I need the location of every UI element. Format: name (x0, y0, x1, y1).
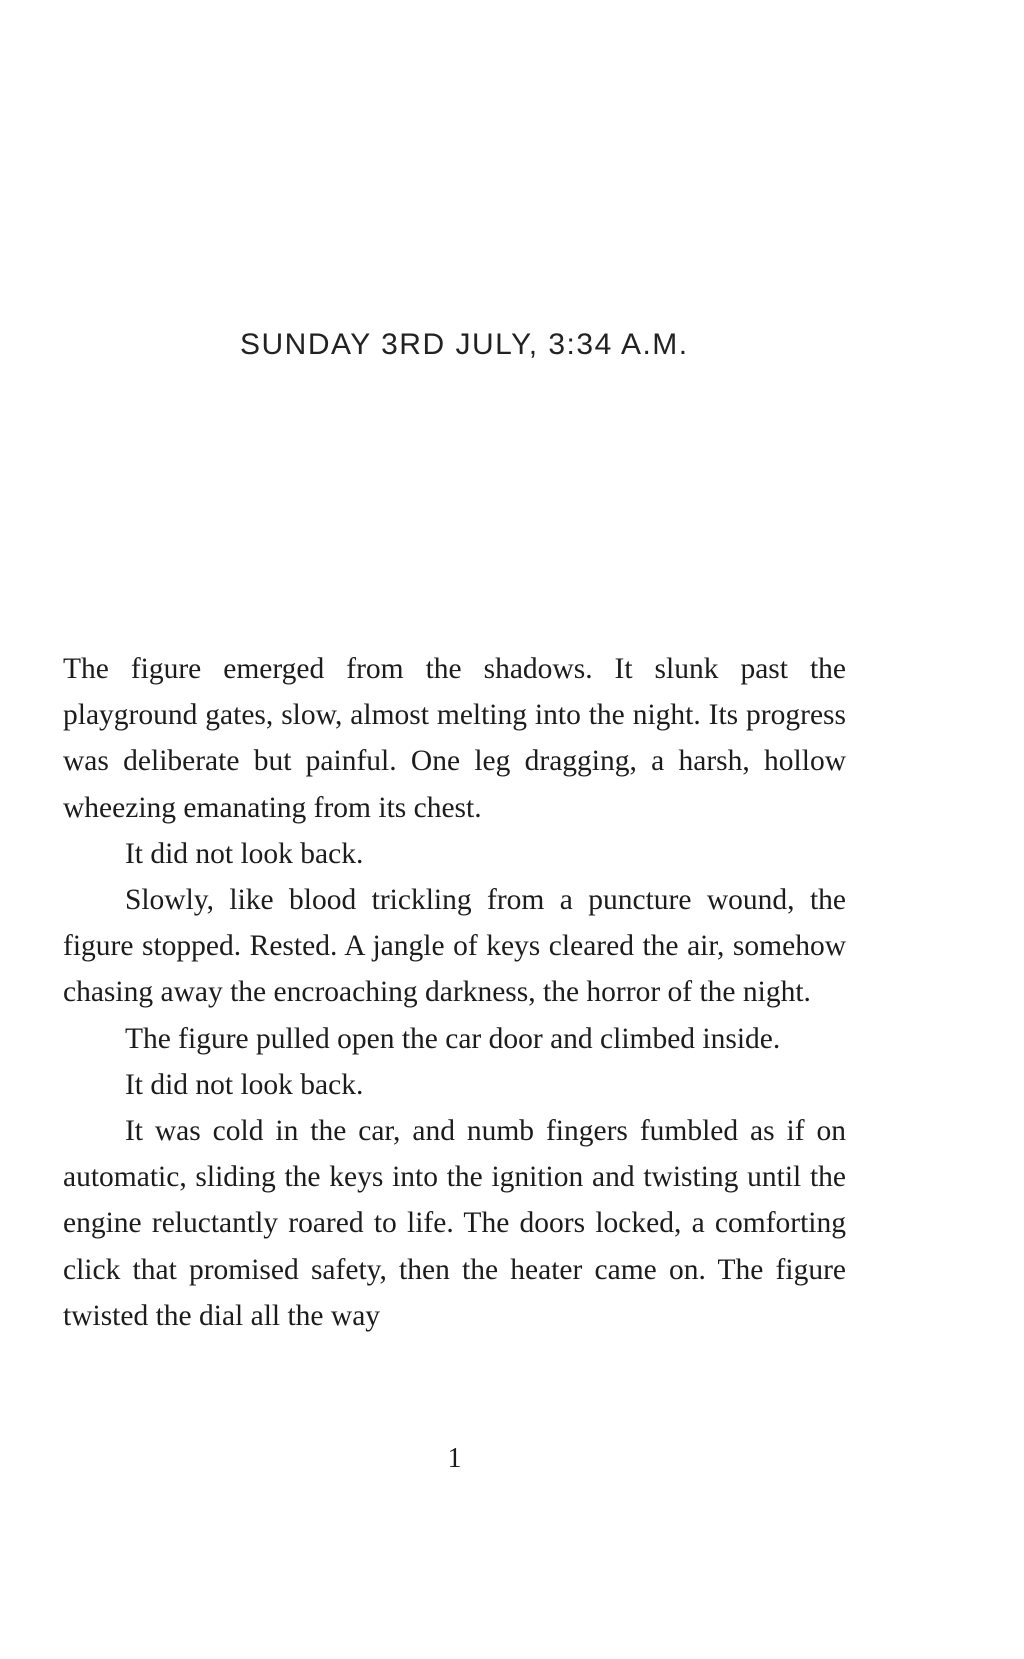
chapter-heading: SUNDAY 3RD JULY, 3:34 A.M. (240, 328, 689, 361)
paragraph: Slowly, like blood trickling from a puncture wound, the figure stopped. Rested. A jangle of keys cleared the air, somehow chasing away the encroaching darkness, the horror of the night. (63, 884, 846, 1009)
paragraph: The figure pulled open the car door and climbed inside. (124, 1022, 781, 1055)
body-text (63, 646, 846, 1339)
page-number: 1 (447, 1443, 462, 1474)
paragraph: It did not look back. (124, 1068, 364, 1101)
paragraph: It did not look back. (124, 837, 364, 870)
paragraph: The figure emerged from the shadows. It slunk past the playground gates, slow, almost melting into the night. Its progress was deliberate but painful. One leg dragging, a harsh, hollow wheezing emanating from its chest. (63, 653, 846, 824)
paragraph: It was cold in the car, and numb fingers fumbled as if on automatic, sliding the keys into the ignition and twisting until the engine reluctantly roared to life. The doors locked, a comforting click that promised safety, then the heater came on. The figure twisted the dial all the way (63, 1115, 846, 1332)
